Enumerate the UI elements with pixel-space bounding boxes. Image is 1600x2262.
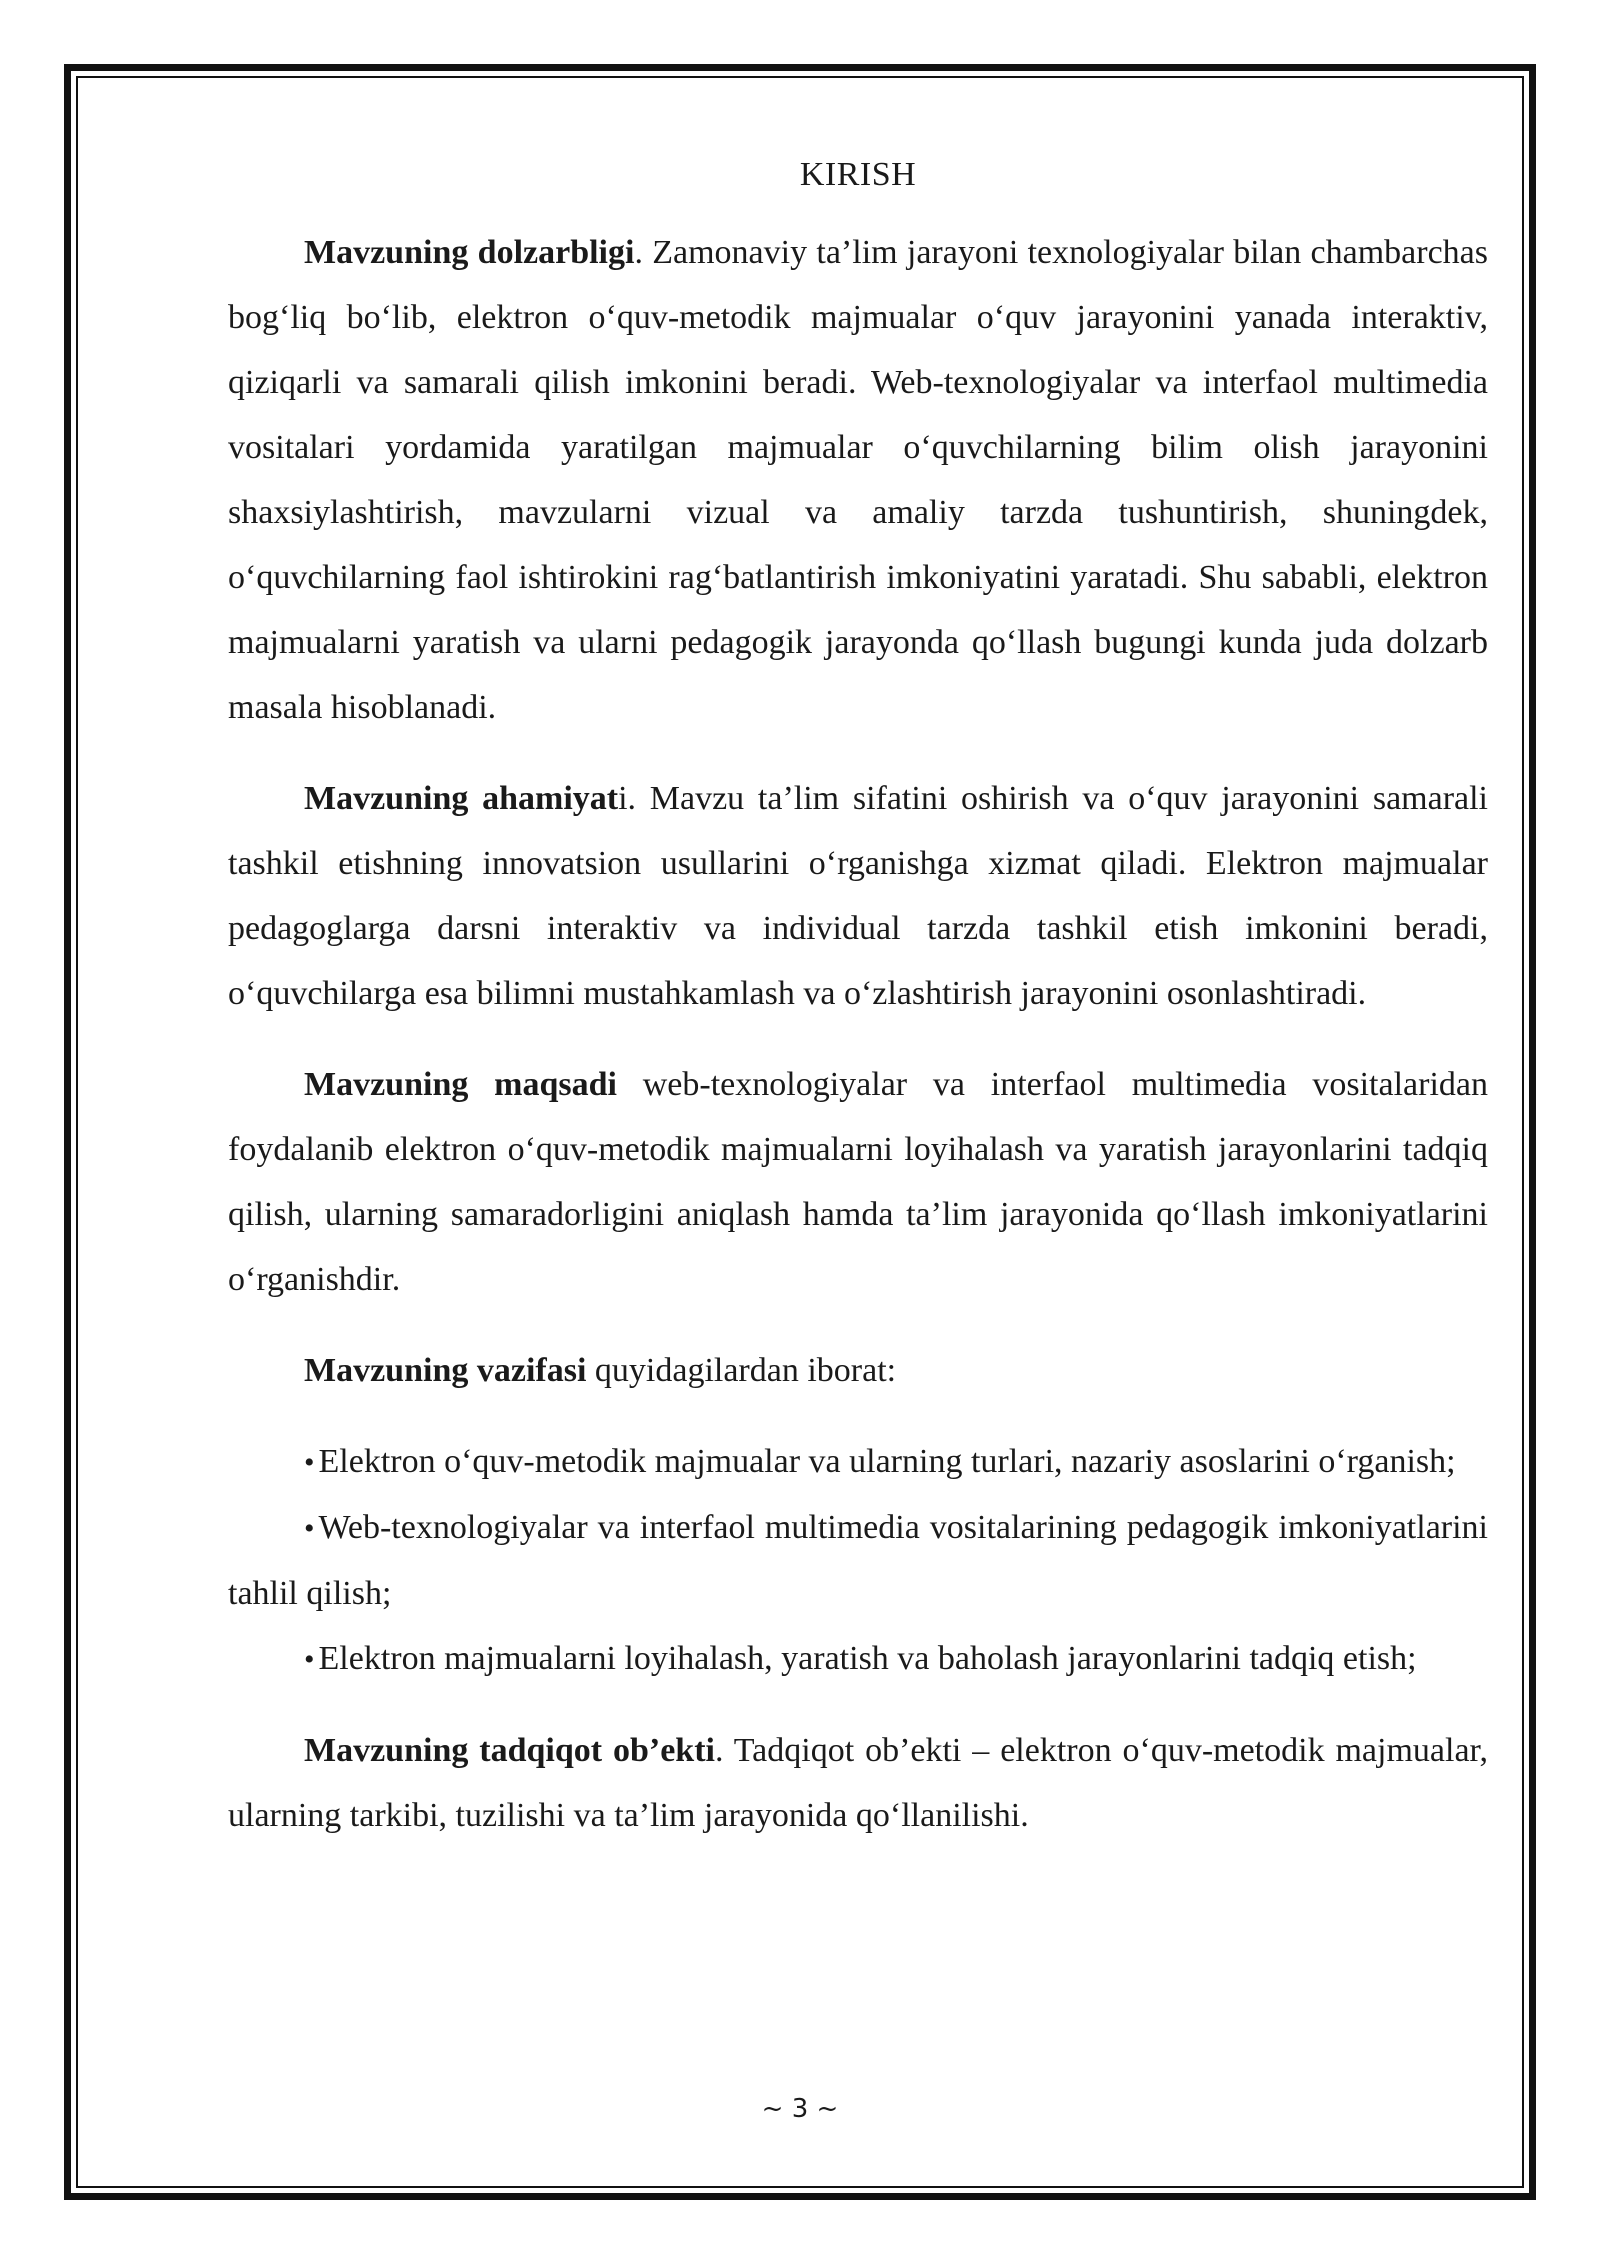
paragraph-text: quyidagilardan iborat: [586,1352,897,1389]
bullet-icon: • [304,1446,315,1479]
paragraph-maqsadi [228,1052,1488,1312]
paragraph-label: Mavzuning dolzarbligi [304,234,635,271]
section-heading: KIRISH [799,156,917,193]
list-item-text: Web-texnologiyalar va interfaol multimedia vositalarining pedagogik imkoniyatlarini tahlil qilish; [228,1509,1488,1612]
bullet-icon: • [304,1512,315,1545]
paragraph-text: . Tadqiqot ob’ekti – elektron o‘quv-metodik majmualar, ularning tarkibi, tuzilishi va ta’lim jarayonida qo‘llanilishi. [228,1732,1488,1834]
list-item-text: Elektron o‘quv-metodik majmualar va ularning turlari, nazariy asoslarini o‘rganish; [318,1443,1456,1480]
list-item-text: Elektron majmualarni loyihalash, yaratish va baholash jarayonlarini tadqiq etish; [318,1640,1417,1677]
paragraph-label: Mavzuning ahamiyat [304,780,619,817]
paragraph-dolzarbligi [228,220,1488,740]
paragraph-vazifasi [228,1338,1488,1403]
paragraph-label: Mavzuning vazifasi [304,1352,587,1389]
paragraph-ahamiyati [228,766,1488,1026]
list-item [228,1626,1488,1692]
paragraph-label: Mavzuning maqsadi [304,1066,617,1103]
bullet-icon: • [304,1643,315,1676]
task-list [228,1429,1488,1692]
paragraph-obekti [228,1718,1488,1848]
paragraph-label: Mavzuning tadqiqot ob’ekti [304,1732,715,1769]
paragraph-text: i. Mavzu ta’lim sifatini oshirish va o‘quv jarayonini samarali tashkil etishning innovatsion usullarini o‘rganishga xizmat qiladi. Elektron majmualar pedagoglarga darsni interaktiv va individual tarzda tashkil etish imkonini beradi, o‘quvchilarga esa bilimni mustahkamlash va o‘zlashtirish jarayonini osonlashtiradi. [228,780,1488,1012]
document-body [228,150,1488,1874]
paragraph-text: web-texnologiyalar va interfaol multimedia vositalaridan foydalanib elektron o‘quv-metodik majmualarni loyihalash va yaratish jarayonlarini tadqiq qilish, ularning samaradorligini aniqlash hamda ta’lim jarayonida qo‘llash imkoniyatlarini o‘rganishdir. [228,1066,1488,1298]
paragraph-text: . Zamonaviy ta’lim jarayoni texnologiyalar bilan chambarchas bog‘liq bo‘lib, elektron o‘quv-metodik majmualar o‘quv jarayonini yanada interaktiv, qiziqarli va samarali qilish imkonini beradi. Web-texnologiyalar va interfaol multimedia vositalari yordamida yaratilgan majmualar o‘quvchilarning bilim olish jarayonini shaxsiylashtirish, mavzularni vizual va amaliy tarzda tushuntirish, shuningdek, o‘quvchilarning faol ishtirokini rag‘batlantirish imkoniyatini yaratadi. Shu sababli, elektron majmualarni yaratish va ularni pedagogik jarayonda qo‘llash bugungi kunda juda dolzarb masala hisoblanadi. [228,234,1489,726]
list-item [228,1495,1488,1626]
list-item [228,1429,1488,1495]
page-number: ~ 3 ~ [761,2094,839,2124]
